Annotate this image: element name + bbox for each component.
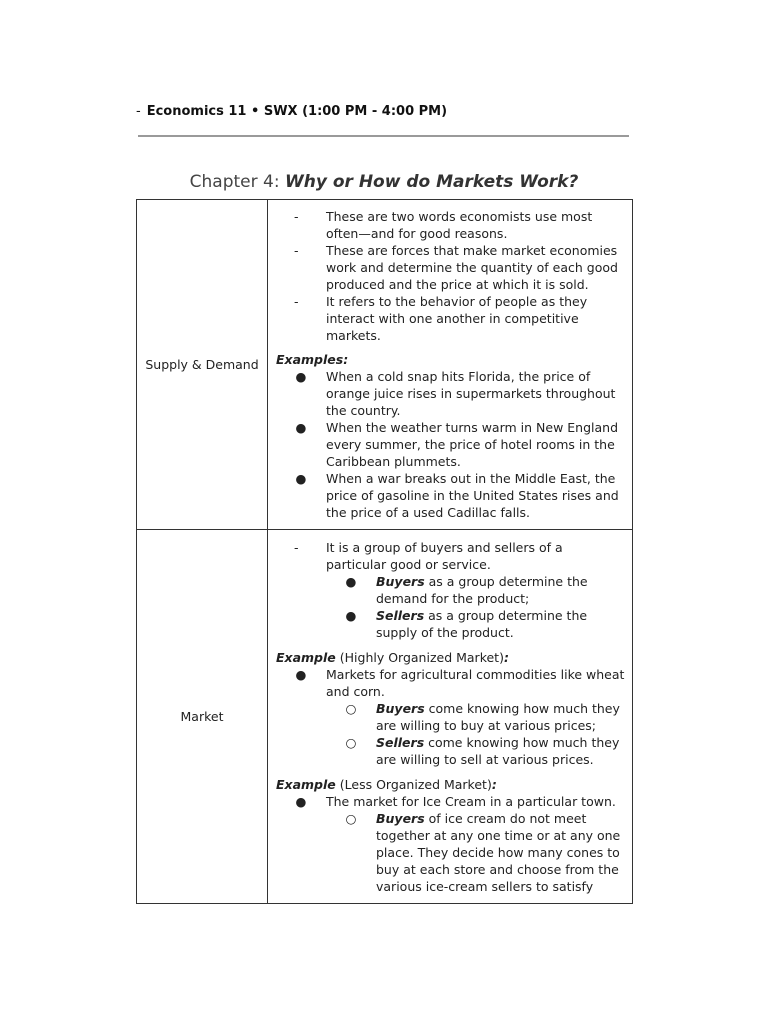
course-header: [136, 104, 447, 119]
table-row: [137, 200, 633, 530]
sub-item: ○ Buyers of ice cream do not meet together at any one time or at any one place. They decide how many cones to buy at each store and choose from the various ice-cream sellers to satisfy: [276, 810, 626, 895]
header-divider: [138, 135, 629, 137]
table-row: [137, 530, 633, 904]
course-title: Economics 11 • SWX (1:00 PM - 4:00 PM): [146, 104, 448, 119]
bullet-icon: ●: [295, 369, 307, 384]
list-item: - These are two words economists use most often—and for good reasons.: [294, 209, 593, 241]
circle-icon: ○: [345, 810, 357, 826]
bullet-icon: ●: [295, 666, 307, 682]
header-dash: -: [136, 104, 141, 119]
example-heading-highly-organized: Example (Highly Organized Market):: [276, 649, 509, 665]
sub-item: ○ Buyers come knowing how much they are willing to buy at various prices;: [276, 700, 626, 734]
notes-table: [136, 199, 633, 904]
bullet-icon: ●: [345, 607, 357, 623]
bullet-icon: ●: [295, 793, 307, 809]
example-item: ● Markets for agricultural commodities like wheat and corn.: [276, 666, 626, 700]
term-supply-demand: Supply & Demand: [137, 200, 268, 530]
circle-icon: ○: [345, 734, 357, 750]
bullet-icon: ●: [345, 573, 357, 589]
term-market: Market: [137, 530, 268, 904]
examples-label: Examples:: [276, 352, 349, 367]
list-item: - It is a group of buyers and sellers of a particular good or service.: [294, 539, 563, 572]
bullet-icon: ●: [295, 471, 307, 486]
supply-demand-content: [268, 200, 633, 530]
example-item: ● When a cold snap hits Florida, the price of orange juice rises in supermarkets throughout the country.: [276, 368, 626, 419]
market-content: [268, 530, 633, 904]
sub-item: ● Buyers as a group determine the demand for the product;: [276, 573, 626, 607]
circle-icon: ○: [345, 700, 357, 716]
example-item: ● The market for Ice Cream in a particular town.: [276, 793, 626, 810]
chapter-title-prefix: Chapter 4:: [189, 172, 285, 192]
example-item: ● When a war breaks out in the Middle East, the price of gasoline in the United States rises and the price of a used Cadillac falls.: [276, 470, 626, 521]
bullet-icon: ●: [295, 420, 307, 435]
list-item: - It refers to the behavior of people as they interact with one another in competitive markets.: [294, 294, 588, 343]
example-heading-less-organized: Example (Less Organized Market):: [276, 776, 497, 792]
chapter-title-emphasis: Why or How do Markets Work?: [284, 172, 579, 192]
chapter-title: [0, 172, 768, 192]
sub-item: ○ Sellers come knowing how much they are willing to sell at various prices.: [276, 734, 626, 768]
sub-item: ● Sellers as a group determine the supply of the product.: [276, 607, 626, 641]
list-item: - These are forces that make market economies work and determine the quantity of each good produced and the price at which it is sold.: [294, 243, 618, 292]
example-item: ● When the weather turns warm in New England every summer, the price of hotel rooms in the Caribbean plummets.: [276, 419, 626, 470]
